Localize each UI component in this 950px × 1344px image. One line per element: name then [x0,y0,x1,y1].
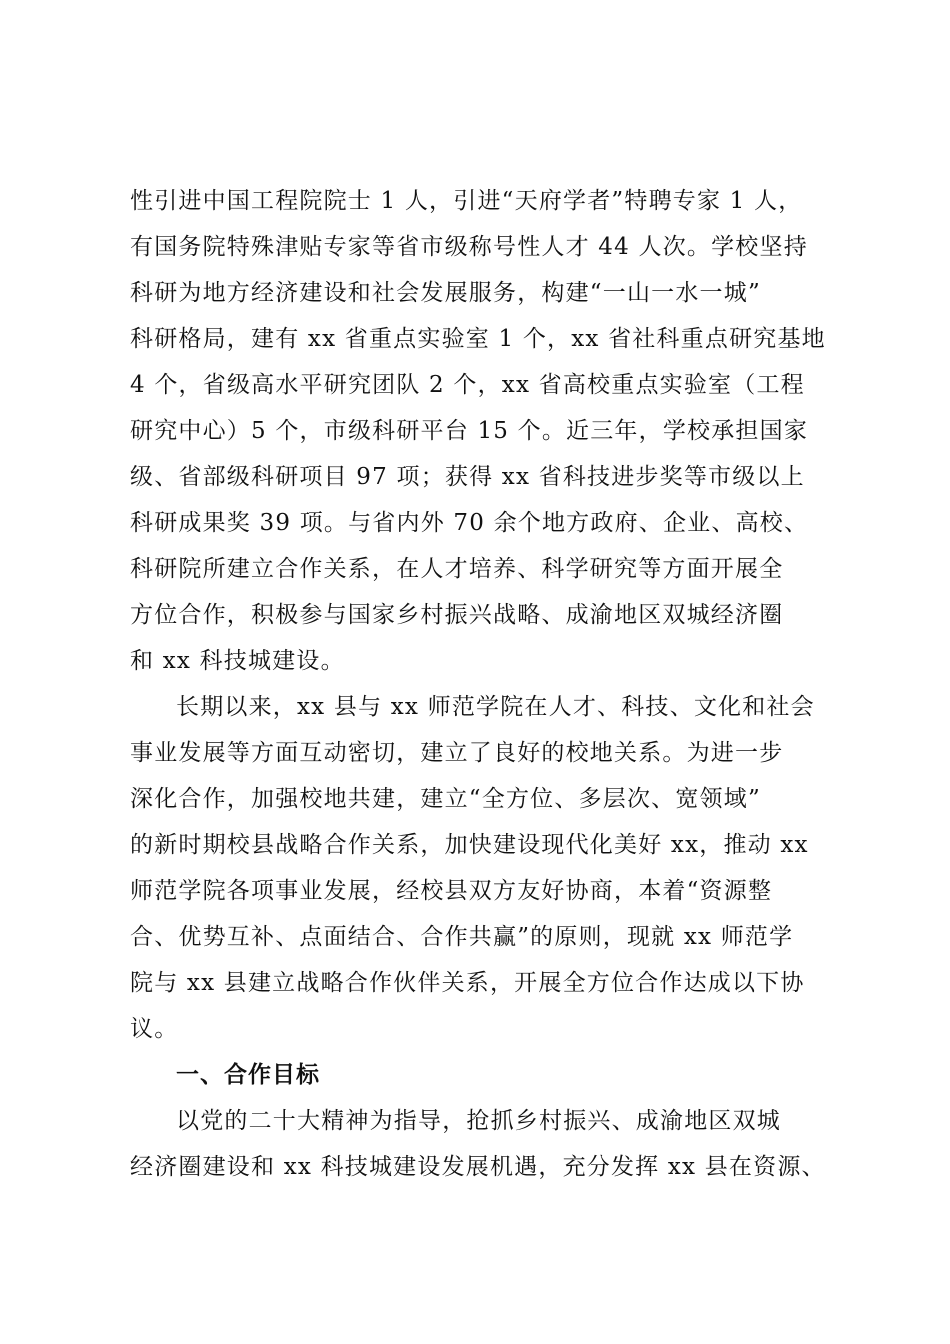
paragraph-1-line-6: 研究中心）5 个，市级科研平台 15 个。近三年，学校承担国家 [130,418,809,444]
paragraph-1-line-3: 科研为地方经济建设和社会发展服务，构建“一山一水一城” [130,280,761,306]
paragraph-1-line-8: 科研成果奖 39 项。与省内外 70 余个地方政府、企业、高校、 [130,510,809,536]
paragraph-2-line-3: 深化合作，加强校地共建，建立“全方位、多层次、宽领域” [130,786,761,812]
paragraph-1-line-5: 4 个，省级高水平研究团队 2 个，xx 省高校重点实验室（工程 [130,372,805,398]
paragraph-1-line-10: 方位合作，积极参与国家乡村振兴战略、成渝地区双城经济圈 [130,602,784,628]
paragraph-3-line-1: 以党的二十大精神为指导，抢抓乡村振兴、成渝地区双城 [176,1108,781,1134]
paragraph-2-line-4: 的新时期校县战略合作关系，加快建设现代化美好 xx，推动 xx [130,832,809,858]
paragraph-1-line-4: 科研格局，建有 xx 省重点实验室 1 个，xx 省社科重点研究基地 [130,326,826,352]
paragraph-3-line-2: 经济圈建设和 xx 科技城建设发展机遇，充分发挥 xx 县在资源、 [130,1154,826,1180]
paragraph-1-line-7: 级、省部级科研项目 97 项；获得 xx 省科技进步奖等市级以上 [130,464,805,490]
paragraph-1-line-1: 性引进中国工程院院士 1 人，引进“天府学者”特聘专家 1 人， [130,188,803,214]
paragraph-2-line-1: 长期以来，xx 县与 xx 师范学院在人才、科技、文化和社会 [176,694,815,720]
paragraph-1-line-11: 和 xx 科技城建设。 [130,648,345,674]
section-heading-goals: 一、合作目标 [176,1062,320,1088]
paragraph-2-line-6: 合、优势互补、点面结合、合作共赢”的原则，现就 xx 师范学 [130,924,794,950]
paragraph-2-line-7: 院与 xx 县建立战略合作伙伴关系，开展全方位合作达成以下协 [130,970,805,996]
paragraph-2-line-5: 师范学院各项事业发展，经校县双方友好协商，本着“资源整 [130,878,773,904]
paragraph-1-line-9: 科研院所建立合作关系，在人才培养、科学研究等方面开展全 [130,556,784,582]
paragraph-2-line-8: 议。 [130,1016,179,1042]
paragraph-1-line-2: 有国务院特殊津贴专家等省市级称号性人才 44 人次。学校坚持 [130,234,808,260]
paragraph-2-line-2: 事业发展等方面互动密切，建立了良好的校地关系。为进一步 [130,740,784,766]
